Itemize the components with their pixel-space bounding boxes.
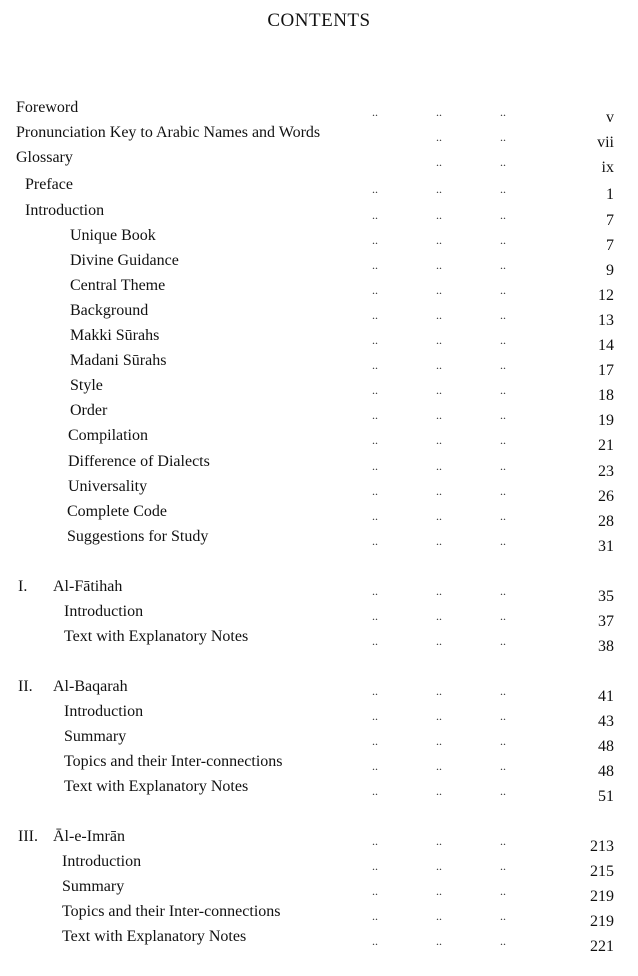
toc-entry-page: 43 [598,713,614,730]
leader-dots: .. [500,884,506,898]
leader-dots: .. [500,934,506,948]
leader-dots: .. [500,759,506,773]
toc-entry-label: Pronunciation Key to Arabic Names and Words [16,124,321,141]
leader-dots: .. [500,208,506,222]
leader-dots: .. [436,484,442,498]
toc-entry-page: 23 [598,463,614,480]
leader-dots: .. [500,130,506,144]
leader-dots: .. [500,333,506,347]
toc-entry-label: Preface [25,176,73,193]
toc-entry-label: Introduction [64,603,144,620]
leader-dots: .. [372,308,378,322]
leader-dots: .. [372,859,378,873]
toc-entry [0,225,638,254]
leader-dots: .. [436,634,442,648]
leader-dots: .. [500,509,506,523]
toc-entry [0,826,638,855]
toc-entry-label: Order [70,402,108,419]
leader-dots: .. [372,383,378,397]
toc-entry [0,200,638,229]
leader-dots: .. [372,734,378,748]
toc-entry [0,147,638,176]
toc-entry-page: 219 [590,888,614,905]
toc-entry-label: Introduction [62,853,142,870]
leader-dots: .. [372,283,378,297]
leader-dots: .. [372,759,378,773]
toc-entry-label: Style [70,377,103,394]
toc-entry-label: Topics and their Inter-connections [62,903,281,920]
toc-entry-label: Text with Explanatory Notes [64,778,249,795]
leader-dots: .. [436,283,442,297]
toc-entry-label: Al-Baqarah [53,678,128,695]
leader-dots: .. [500,909,506,923]
toc-entry-label: Introduction [64,703,144,720]
toc-entry-label: Madani Sūrahs [70,352,167,369]
toc-entry-page: 28 [598,513,614,530]
leader-dots: .. [372,509,378,523]
leader-dots: .. [372,909,378,923]
leader-dots: .. [372,709,378,723]
toc-entry-label: Al-Fātihah [53,578,123,595]
toc-entry-page: ix [601,159,614,176]
toc-entry [0,601,638,630]
toc-entry-page: 19 [598,412,614,429]
leader-dots: .. [436,333,442,347]
leader-dots: .. [372,609,378,623]
leader-dots: .. [372,258,378,272]
toc-entry [0,876,638,905]
toc-entry-page: 13 [598,312,614,329]
toc-entry [0,97,638,126]
leader-dots: .. [436,509,442,523]
leader-dots: .. [500,684,506,698]
toc-entry-page: v [606,109,614,126]
toc-entry-page: 48 [598,738,614,755]
toc-entry [0,174,638,203]
toc-entry [0,776,638,805]
toc-entry [0,626,638,655]
leader-dots: .. [436,383,442,397]
leader-dots: .. [436,709,442,723]
leader-dots: .. [500,433,506,447]
leader-dots: .. [500,709,506,723]
toc-entry-label: Text with Explanatory Notes [64,628,249,645]
leader-dots: .. [372,459,378,473]
leader-dots: .. [500,308,506,322]
leader-dots: .. [372,934,378,948]
leader-dots: .. [500,258,506,272]
leader-dots: .. [500,358,506,372]
toc-entry [0,300,638,329]
leader-dots: .. [436,258,442,272]
leader-dots: .. [436,459,442,473]
leader-dots: .. [500,634,506,648]
toc-entry [0,726,638,755]
toc-entry [0,576,638,605]
leader-dots: .. [436,584,442,598]
leader-dots: .. [436,934,442,948]
leader-dots: .. [500,408,506,422]
leader-dots: .. [372,358,378,372]
leader-dots: .. [500,459,506,473]
chapter-number: II. [18,678,33,695]
toc-entry-page: 41 [598,688,614,705]
toc-entry-page: 9 [606,262,614,279]
chapter-number: I. [18,578,28,595]
leader-dots: .. [372,182,378,196]
toc-entry-page: 35 [598,588,614,605]
leader-dots: .. [436,433,442,447]
leader-dots: .. [436,759,442,773]
toc-entry-page: 213 [590,838,614,855]
leader-dots: .. [436,859,442,873]
toc-entry-label: Difference of Dialects [68,453,210,470]
leader-dots: .. [372,534,378,548]
toc-entry-label: Summary [64,728,127,745]
leader-dots: .. [500,784,506,798]
leader-dots: .. [372,634,378,648]
toc-entry-page: 21 [598,437,614,454]
toc-entry-page: 221 [590,938,614,955]
leader-dots: .. [372,105,378,119]
chapter-number: III. [18,828,38,845]
leader-dots: .. [372,884,378,898]
toc-entry [0,451,638,480]
toc-entry-label: Text with Explanatory Notes [62,928,247,945]
toc-entry [0,476,638,505]
toc-entry [0,676,638,705]
leader-dots: .. [436,734,442,748]
toc-entry-label: Makki Sūrahs [70,327,160,344]
toc-entry [0,701,638,730]
toc-entry-page: 14 [598,337,614,354]
leader-dots: .. [436,105,442,119]
toc-entry [0,901,638,930]
leader-dots: .. [436,358,442,372]
leader-dots: .. [500,105,506,119]
toc-entry-label: Universality [68,478,148,495]
toc-entry-page: 12 [598,287,614,304]
leader-dots: .. [436,834,442,848]
toc-entry [0,325,638,354]
toc-entry-label: Foreword [16,99,79,116]
leader-dots: .. [372,408,378,422]
toc-entry [0,375,638,404]
leader-dots: .. [436,909,442,923]
leader-dots: .. [500,155,506,169]
leader-dots: .. [500,734,506,748]
toc-entry-page: 48 [598,763,614,780]
toc-entry [0,275,638,304]
toc-entry-page: 17 [598,362,614,379]
toc-entry [0,250,638,279]
toc-entry-label: Complete Code [67,503,167,520]
toc-entry-label: Divine Guidance [70,252,179,269]
leader-dots: .. [500,484,506,498]
toc-entry-label: Central Theme [70,277,166,294]
leader-dots: .. [500,834,506,848]
toc-entry-page: 7 [606,237,614,254]
toc-entry [0,400,638,429]
toc-entry [0,122,638,151]
toc-entry-label: Compilation [68,427,148,444]
leader-dots: .. [436,182,442,196]
leader-dots: .. [372,433,378,447]
leader-dots: .. [436,155,442,169]
toc-entry [0,501,638,530]
leader-dots: .. [372,233,378,247]
leader-dots: .. [372,684,378,698]
leader-dots: .. [500,383,506,397]
toc-entry-page: 31 [598,538,614,555]
toc-entry-label: Background [70,302,149,319]
leader-dots: .. [500,859,506,873]
leader-dots: .. [500,182,506,196]
toc-entry [0,926,638,955]
leader-dots: .. [436,609,442,623]
leader-dots: .. [436,534,442,548]
toc-entry [0,751,638,780]
leader-dots: .. [372,584,378,598]
leader-dots: .. [500,534,506,548]
leader-dots: .. [372,333,378,347]
toc-entry [0,425,638,454]
leader-dots: .. [500,609,506,623]
leader-dots: .. [436,884,442,898]
toc-entry-page: 18 [598,387,614,404]
toc-entry-page: vii [597,134,614,151]
toc-entry-label: Āl-e-Imrān [53,828,125,845]
toc-entry-page: 215 [590,863,614,880]
leader-dots: .. [436,784,442,798]
contents-title: CONTENTS [267,10,371,31]
leader-dots: .. [436,408,442,422]
toc-entry-label: Topics and their Inter-connections [64,753,283,770]
leader-dots: .. [500,584,506,598]
leader-dots: .. [436,208,442,222]
leader-dots: .. [436,684,442,698]
toc-entry-page: 51 [598,788,614,805]
toc-entry-label: Glossary [16,149,73,166]
leader-dots: .. [500,283,506,297]
leader-dots: .. [436,130,442,144]
toc-entry [0,526,638,555]
toc-entry [0,350,638,379]
toc-entry [0,851,638,880]
toc-entry-page: 38 [598,638,614,655]
toc-entry-page: 7 [606,212,614,229]
leader-dots: .. [436,308,442,322]
leader-dots: .. [500,233,506,247]
toc-entry-label: Summary [62,878,125,895]
toc-entry-page: 26 [598,488,614,505]
toc-entry-page: 37 [598,613,614,630]
toc-entry-page: 219 [590,913,614,930]
toc-entry-label: Suggestions for Study [67,528,209,545]
toc-entry-label: Unique Book [70,227,156,244]
toc-entry-label: Introduction [25,202,105,219]
leader-dots: .. [372,834,378,848]
leader-dots: .. [372,784,378,798]
toc-entry-page: 1 [606,186,614,203]
leader-dots: .. [372,484,378,498]
leader-dots: .. [372,208,378,222]
leader-dots: .. [436,233,442,247]
